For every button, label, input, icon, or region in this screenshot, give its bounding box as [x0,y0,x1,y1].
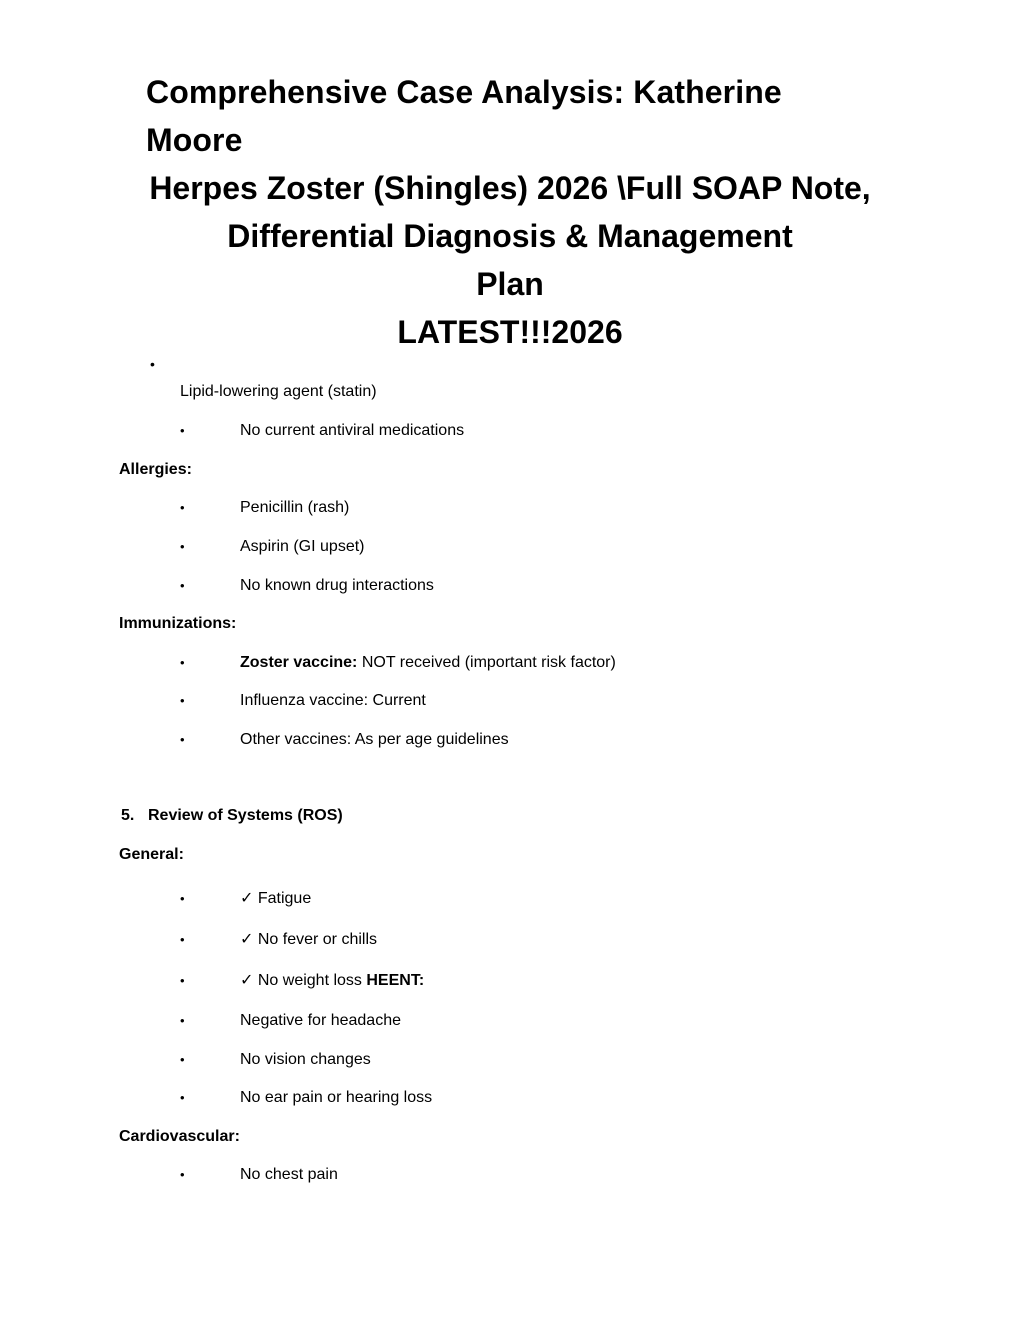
bullet-marker: • [180,973,185,988]
document-subtitle [120,164,900,308]
latest-banner: LATEST!!!2026 [397,314,623,350]
bullet-marker: • [180,1090,185,1105]
bullet-marker: • [180,1052,185,1067]
section-number: 5. [121,807,135,824]
bullet-marker: • [180,500,185,515]
section-title: Review of Systems (ROS) [148,807,343,824]
title-line-2: Moore [146,122,243,158]
cardiovascular-heading: Cardiovascular: [119,1128,240,1145]
ros-general-item: ✓ No weight loss HEENT: [240,972,425,989]
bullet-marker: • [180,539,185,554]
zoster-vaccine-value: NOT received (important risk factor) [361,654,616,671]
general-heading: General: [119,846,184,863]
allergy-item: Penicillin (rash) [240,499,350,516]
bullet-marker: • [180,693,185,708]
document-title [146,68,866,164]
checkmark-icon: ✓ [240,972,254,989]
immunizations-heading: Immunizations: [119,615,237,632]
subtitle-line-2: Differential Diagnosis & Management [227,218,793,254]
allergy-item: No known drug interactions [240,577,434,594]
checkmark-icon: ✓ [240,931,254,948]
bullet-marker: • [180,655,185,670]
bullet-marker: • [180,732,185,747]
title-line-1: Comprehensive Case Analysis: Katherine [146,74,782,110]
bullet-marker: • [180,1013,185,1028]
immunization-item [240,651,616,675]
allergy-item: Aspirin (GI upset) [240,538,365,555]
ros-heent-item: No vision changes [240,1051,371,1068]
allergies-heading: Allergies: [119,461,192,478]
medication-item: Lipid-lowering agent (statin) [180,383,377,400]
bullet-marker: • [180,1167,185,1182]
bullet-marker: • [150,356,155,372]
ros-heent-item: Negative for headache [240,1012,401,1029]
subtitle-line-3: Plan [476,266,544,302]
heent-heading: HEENT: [366,972,425,989]
ros-cardio-item: No chest pain [240,1166,338,1183]
subtitle-line-1: Herpes Zoster (Shingles) 2026 \Full SOAP Note, [149,170,871,206]
ros-heent-item: No ear pain or hearing loss [240,1089,433,1106]
immunization-item: Influenza vaccine: Current [240,692,426,709]
ros-general-item: ✓ No fever or chills [240,931,378,948]
bullet-marker: • [180,578,185,593]
ros-general-item: ✓ Fatigue [240,890,312,907]
zoster-vaccine-label: Zoster vaccine: [240,654,358,671]
medication-item: No current antiviral medications [240,422,465,439]
immunization-item: Other vaccines: As per age guidelines [240,731,509,748]
checkmark-icon: ✓ [240,890,254,907]
bullet-marker: • [180,423,185,438]
bullet-marker: • [180,891,185,906]
bullet-marker: • [180,932,185,947]
